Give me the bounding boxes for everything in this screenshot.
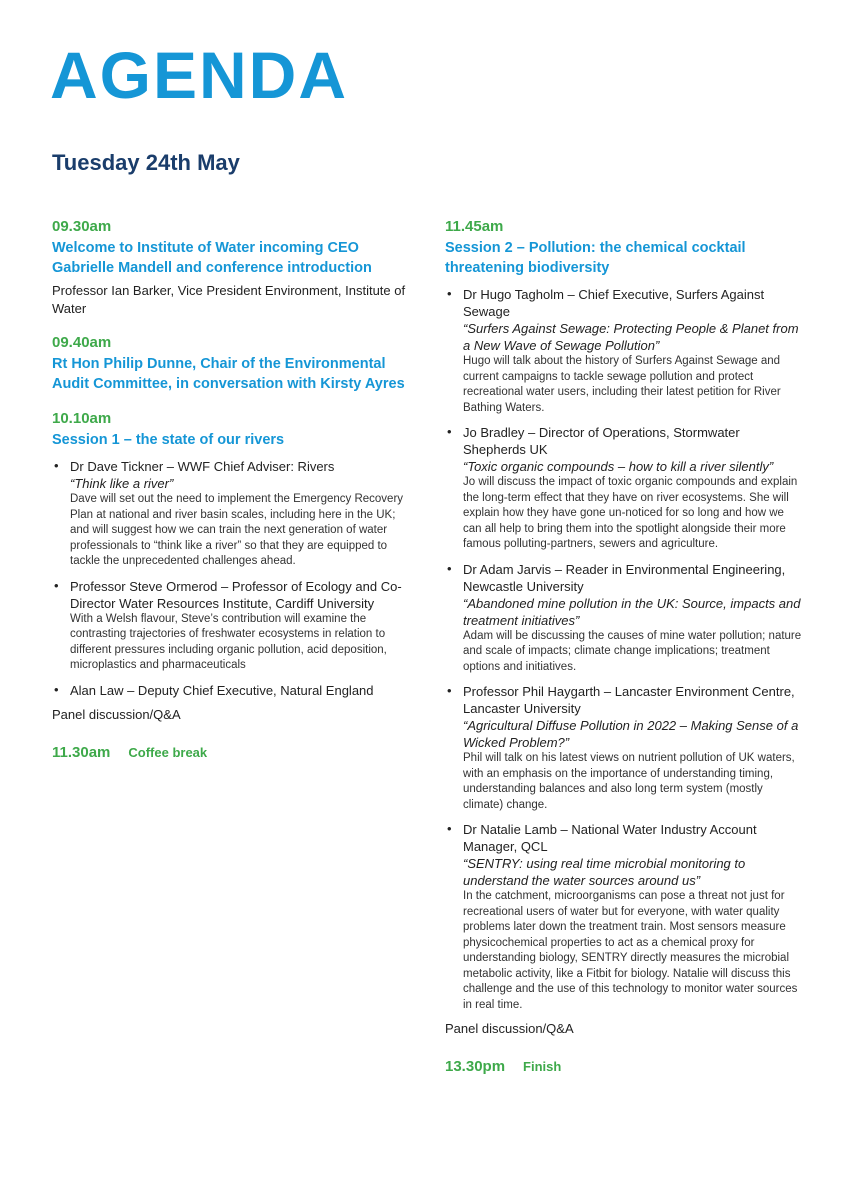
- talk-title: “Think like a river”: [70, 476, 174, 491]
- agenda-slot-inline: [52, 744, 412, 761]
- talk-description: In the catchment, microorganisms can pose a threat not just for recreational users of water but for everyone, with water quality problems later down the treatment train. Most sensors measure physicochemical properties to act as a chemical proxy for understanding biology, SENTRY directly measures the microbial metabolic activity, like a Fitbit for biology. Natalie will discuss this challenge and the use of this technology to monitor water sources in real time.: [463, 890, 798, 1011]
- speaker-name: • Dr Hugo Tagholm – Chief Executive, Surfers Against Sewage: [463, 287, 765, 319]
- speaker-name: • Alan Law – Deputy Chief Executive, Natural England: [70, 682, 374, 698]
- speaker-item: [445, 683, 805, 813]
- slot-label: Finish: [523, 1059, 562, 1074]
- talk-description: With a Welsh flavour, Steve’s contribution will examine the contrasting trajectories of freshwater ecosystems in relation to different pressures including organic pollution, acid deposition, microplastics and pharmaceuticals: [70, 612, 387, 671]
- slot-time: 09.40am: [52, 334, 112, 351]
- speaker-name: • Dr Adam Jarvis – Reader in Environmental Engineering, Newcastle University: [463, 561, 786, 594]
- slot-title: Session 1 – the state of our rivers: [52, 432, 285, 448]
- talk-title: “Abandoned mine pollution in the UK: Source, impacts and treatment initiatives”: [463, 595, 801, 628]
- speaker-list: [52, 458, 412, 699]
- speaker-item: [445, 286, 805, 416]
- agenda-slot: [52, 334, 412, 394]
- panel-discussion: Panel discussion/Q&A: [445, 1021, 574, 1036]
- speaker-name: • Professor Phil Haygarth – Lancaster Environment Centre, Lancaster University: [463, 684, 795, 716]
- slot-label: Coffee break: [128, 744, 208, 760]
- slot-title: Welcome to Institute of Water incoming CEO Gabrielle Mandell and conference introduction: [52, 240, 372, 276]
- slot-time: 09.30am: [52, 218, 112, 235]
- left-column: [52, 218, 412, 777]
- slot-time: 13.30pm: [445, 1058, 506, 1075]
- speaker-name: • Dr Dave Tickner – WWF Chief Adviser: Rivers: [70, 459, 335, 474]
- agenda-slot: [52, 410, 412, 761]
- speaker-name: • Dr Natalie Lamb – National Water Industry Account Manager, QCL: [463, 822, 757, 854]
- speaker-item: [52, 458, 412, 570]
- talk-description: Adam will be discussing the causes of mine water pollution; nature and scale of impacts; climate change implications; treatment options and initiatives.: [463, 629, 802, 673]
- slot-time: 11.30am: [52, 743, 111, 761]
- speaker-item: [445, 821, 805, 1013]
- slot-speaker: Professor Ian Barker, Vice President Environment, Institute of Water: [52, 283, 406, 316]
- talk-title: “Toxic organic compounds – how to kill a river silently”: [463, 459, 774, 474]
- speaker-item: [445, 561, 805, 676]
- agenda-date: Tuesday 24th May: [52, 150, 240, 175]
- slot-time: 11.45am: [445, 218, 504, 235]
- speaker-name: • Jo Bradley – Director of Operations, Stormwater Shepherds UK: [463, 425, 740, 457]
- talk-title: “Agricultural Diffuse Pollution in 2022 – Making Sense of a Wicked Problem?”: [463, 718, 799, 750]
- talk-description: Jo will discuss the impact of toxic organic compounds and explain the long-term effect that they have on river ecosystems. She will explain how they have gone un-noticed for so long and how we can all help to bring them into the spotlight alongside their more famous polluting-partners, sewers and agriculture.: [463, 476, 798, 550]
- talk-title: “Surfers Against Sewage: Protecting People & Planet from a New Wave of Sewage Pollution”: [463, 321, 799, 353]
- speaker-item: [52, 682, 412, 699]
- speaker-name: • Professor Steve Ormerod – Professor of Ecology and Co-Director Water Resources Institute, Cardiff University: [70, 578, 402, 611]
- slot-title: Session 2 – Pollution: the chemical cocktail threatening biodiversity: [445, 240, 746, 276]
- talk-description: Hugo will talk about the history of Surfers Against Sewage and current campaigns to tackle sewage pollution and protect recreational water users, including their latest petition for River Bathing Waters.: [463, 355, 781, 414]
- speaker-item: [445, 424, 805, 553]
- page-title: AGENDA: [50, 38, 349, 112]
- agenda-slot-inline: [445, 1058, 805, 1075]
- panel-discussion: Panel discussion/Q&A: [52, 706, 181, 722]
- talk-description: Dave will set out the need to implement the Emergency Recovery Plan at national and river basin scales, including here in the UK; and will suggest how we can train the next generation of water professionals to “think like a river” so that they are equipped to tackle the unprecedented challenges ahead.: [70, 493, 404, 567]
- slot-title: Rt Hon Philip Dunne, Chair of the Environmental Audit Committee, in conversation with Kirsty Ayres: [52, 356, 405, 392]
- speaker-list: [445, 286, 805, 1013]
- agenda-slot: [52, 218, 412, 318]
- slot-time: 10.10am: [52, 410, 112, 427]
- speaker-item: [52, 578, 412, 674]
- agenda-slot: [445, 218, 805, 1075]
- right-column: [445, 218, 805, 1091]
- talk-description: Phil will talk on his latest views on nutrient pollution of UK waters, with an emphasis on the importance of understanding timing, understanding balances and also long term system (mostly climate) change.: [463, 752, 795, 811]
- talk-title: “SENTRY: using real time microbial monitoring to understand the water sources around us”: [463, 856, 746, 888]
